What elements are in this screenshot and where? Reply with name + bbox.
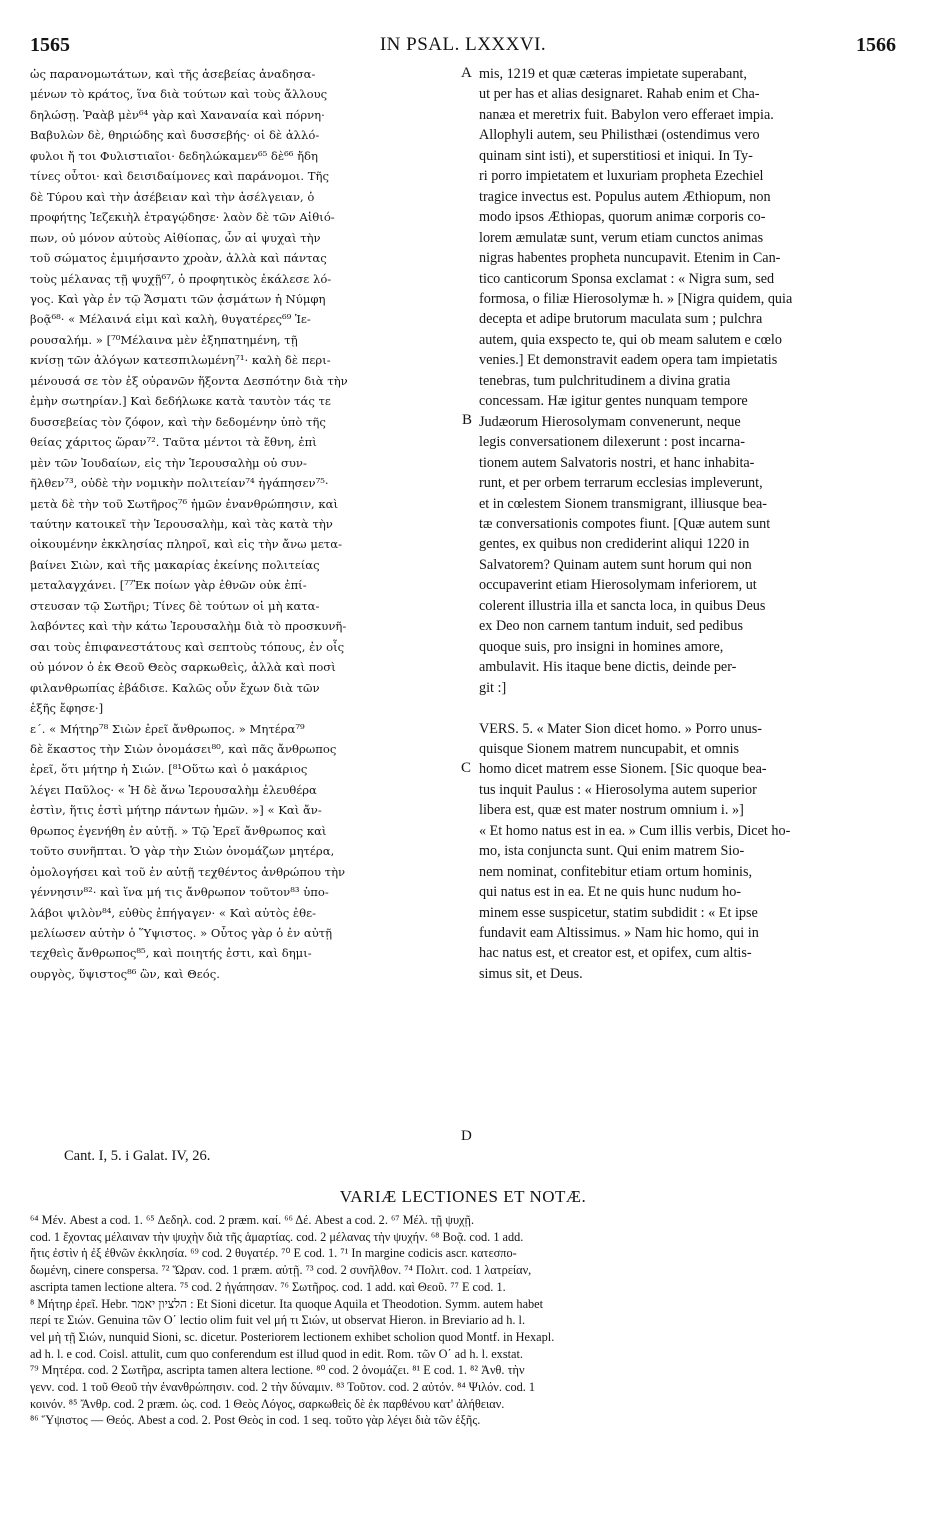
running-title: IN PSAL. LXXXVI. — [379, 34, 547, 55]
latin-column — [479, 64, 899, 984]
latin-line: gentes, ex quibus non crediderint aliqui 1220 in — [479, 536, 750, 553]
latin-line: simus sit, et Deus. — [479, 965, 583, 982]
latin-line: mo, ista conjuncta sunt. Qui enim matrem Sio- — [479, 843, 745, 860]
latin-line: tragice invectus est. Populus autem Æthiopum, non — [479, 188, 771, 205]
greek-line: ουργὸς, ὕψιστος⁸⁶ ὢν, καὶ Θεός. — [30, 966, 220, 981]
latin-line: VERS. 5. « Mater Sion dicet homo. » Porro unus- — [479, 720, 762, 737]
greek-line: δὲ Τύρου καὶ τὴν ἀσέβειαν καὶ τὴν ἀσέλγειαν, ὁ — [30, 189, 315, 204]
greek-line: φιλανθρωπίας ἐβάδισε. Καλῶς οὖν ἔχων διὰ τῶν — [30, 680, 320, 695]
greek-line: τεχθεὶς ἄνθρωπος⁸⁵, καὶ ποιητής ἐστι, καὶ δημι- — [30, 946, 312, 961]
latin-line: tenebras, tum pulchritudinem a divina gratia — [479, 372, 731, 389]
greek-line: τοῦτο συνῆπται. Ὁ γὰρ τὴν Σιὼν ὀνομάζων μητέρα, — [30, 844, 335, 859]
latin-line: et in cœlestem Sionem transmigrant, illiusque bea- — [479, 495, 768, 512]
greek-line: βαίνει Σιὼν, καὶ τῆς μακαρίας ἐκείνης πολιτείας — [30, 557, 320, 572]
greek-line: τοὺς μέλανας τῇ ψυχῇ⁶⁷, ὁ προφητικὸς ἐκάλεσε λό- — [30, 271, 332, 286]
greek-line: πων, οὐ μόνον αὐτοὺς Αἰθίοπας, ὧν αἱ ψυχαὶ τὴν — [30, 230, 321, 245]
greek-line: μένων τὸ κράτος, ἵνα διὰ τούτων καὶ τοὺς ἄλλους — [30, 87, 328, 102]
note-line: ⁸⁶ Ὕψιστος — Θεός. Abest a cod. 2. Post Θεὸς in cod. 1 seq. τοῦτο γὰρ λέγει διὰ τῶν ἑξῆς. — [30, 1413, 481, 1428]
latin-line: tionem autem Salvatoris nostri, et hanc inhabita- — [479, 454, 755, 471]
greek-line: μεταλαγχάνει. [⁷⁷Ἐκ ποίων γὰρ ἐθνῶν οὐκ ἐπί- — [30, 578, 307, 593]
latin-line: occupaverint etiam Hierosolymam inferiorem, ut — [479, 577, 757, 594]
latin-line: minem esse suspicetur, statim subdidit : « Et ipse — [479, 904, 758, 921]
latin-line: homo dicet matrem esse Sionem. [Sic quoque bea- — [479, 761, 767, 778]
latin-line: quoque suis, pro insigni in homines amore, — [479, 638, 724, 655]
greek-line: οὐ μόνον ὁ ἐκ Θεοῦ Θεὸς σαρκωθεὶς, ἀλλὰ καὶ ποσὶ — [30, 660, 336, 675]
note-line: ἥτις ἐστὶν ἡ ἐξ ἐθνῶν ἐκκλησία. ⁶⁹ cod. 2 θυγατέρ. ⁷⁰ E cod. 1. ⁷¹ In margine codicis ascr. κατεσπο- — [30, 1246, 517, 1261]
latin-line: lorem æmulatæ sunt, verum etiam cunctos animas — [479, 229, 764, 246]
latin-line: modo ipsos Æthiopas, quorum animæ corporis co- — [479, 209, 766, 226]
latin-line: tus inquit Paulus : « Hierosolyma autem superior — [479, 781, 757, 798]
notes-title: VARIÆ LECTIONES ET NOTÆ. — [339, 1187, 587, 1206]
greek-line: λάβοι ψιλὸν⁸⁴, εὐθὺς ἐπήγαγεν· « Καὶ αὐτὸς ἐθε- — [30, 905, 317, 920]
greek-line: ἑξῆς ἔφησε·] — [30, 701, 104, 716]
note-line: δωμένη, cinere conspersa. ⁷² Ὥραν. cod. 1 præm. αὐτῇ. ⁷³ cod. 2 συνῆλθον. ⁷⁴ Πολιτ. cod. 1 λατρείαν, — [30, 1263, 532, 1278]
margin-marker-a: A — [461, 65, 472, 81]
latin-line: runt, et per orbem terrarum ecclesias impleverunt, — [479, 475, 763, 492]
greek-line: προφήτης Ἰεζεκιὴλ ἐτραγῴδησε· λαὸν δὲ τῶν Αἰθιό- — [30, 210, 335, 225]
greek-line: μὲν τῶν Ἰουδαίων, εἰς τὴν Ἱερουσαλὴμ οὐ συν- — [30, 455, 307, 470]
greek-line: φυλοι ἤ τοι Φυλιστιαῖοι· δεδηλώκαμεν⁶⁵ δὲ⁶⁶ ἤδη — [30, 148, 318, 163]
greek-line: σαι τοὺς ἐπιφανεστάτους καὶ σεπτοὺς τόπους, ἐν οἷς — [30, 639, 345, 654]
latin-line: « Et homo natus est in ea. » Cum illis verbis, Dicet ho- — [479, 822, 791, 839]
latin-line: Judæorum Hierosolymam convenerunt, neque — [479, 413, 741, 430]
latin-line: venies.] Et demonstravit eadem opera tam impietatis — [479, 352, 778, 369]
greek-line: οἰκουμένην ἐκκλησίας πληροῖ, καὶ εἰς τὴν ἄνω μετα- — [30, 537, 343, 552]
running-header — [30, 34, 896, 60]
greek-line: δὲ ἕκαστος τὴν Σιὼν ὀνομάσει⁸⁰, καὶ πᾶς ἄνθρωπος — [30, 741, 337, 756]
greek-column — [30, 64, 458, 984]
latin-line: concessam. Hæ igitur gentes nunquam tempore — [479, 393, 748, 410]
note-line: περί τε Σιών. Genuina τῶν Ο΄ lectio olim fuit vel μή τι Σιών, ut observat Hieron. in Breviario ad h. l. — [30, 1313, 526, 1328]
latin-line: Salvatorem? Quinam autem sunt horum qui non — [479, 556, 752, 573]
note-line: γενν. cod. 1 τοῦ Θεοῦ τὴν ἐνανθρώπησιν. cod. 2 τὴν δύναμιν. ⁸³ Τοῦτον. cod. 2 αὐτόν. ⁸⁴ Ψιλόν. cod. 1 — [30, 1380, 536, 1395]
latin-line: qui natus est in ea. Et ne quis hunc nudum ho- — [479, 884, 742, 901]
latin-line: ut per has et alias designaret. Rahab enim et Cha- — [479, 86, 760, 103]
latin-line: ex Deo non carnem tantum induit, sed pedibus — [479, 618, 743, 635]
greek-line: ἐμὴν σωτηρίαν.] Καὶ δεδήλωκε κατὰ ταυτὸν τάς τε — [30, 394, 331, 409]
margin-marker-c: C — [461, 760, 472, 776]
note-line: vel μὴ τῇ Σιών, nunquid Sioni, sc. dicetur. Posteriorem lectionem exhibet scholion quod Montf. in Hexapl. — [30, 1329, 555, 1344]
latin-line: tico canticorum Sponsa exclamat : « Nigra sum, sed — [479, 270, 775, 287]
latin-line: fundavit eam Altissimus. » Nam hic homo, qui in — [479, 925, 759, 942]
latin-line: Allophyli autem, seu Philisthæi (ostendimus vero — [479, 127, 760, 144]
latin-line: decepta et adipe brutorum maculata sum ; pulchra — [479, 311, 763, 328]
note-line: κοινόν. ⁸⁵ Ἄνθρ. cod. 2 præm. ὡς. cod. 1 Θεὸς Λόγος, σαρκωθεὶς δὲ ἐκ παρθένου κατ' ἀλήθειαν. — [30, 1396, 505, 1411]
latin-line: quinam sint isti), et superstitiosi et iniqui. In Ty- — [479, 147, 753, 164]
greek-line: ταύτην κατοικεῖ τὴν Ἱερουσαλὴμ, καὶ τὰς κατὰ τὴν — [30, 516, 333, 531]
right-page-number: 1566 — [856, 34, 896, 56]
margin-marker-b: B — [462, 412, 473, 428]
latin-line: quisque Sionem matrem nuncupabit, et omnis — [479, 740, 740, 757]
latin-line: mis, 1219 et quæ cæteras impietate superabant, — [479, 66, 747, 82]
greek-line: ἐρεῖ, ὅτι μήτηρ ἡ Σιών. [⁸¹Οὕτω καὶ ὁ μακάριος — [30, 762, 308, 777]
greek-line: ὡς παρανομωτάτων, καὶ τῆς ἀσεβείας ἀναδησα- — [30, 67, 316, 81]
latin-line: autem, quia exspecto te, qui ob meam salutem e cœlo — [479, 331, 782, 348]
note-line: ⁶⁴ Μέν. Abest a cod. 1. ⁶⁵ Δεδηλ. cod. 2 præm. καί. ⁶⁶ Δέ. Abest a cod. 2. ⁶⁷ Μέλ. τῇ ψυχῇ. — [30, 1213, 475, 1227]
notes-block — [30, 1212, 900, 1429]
greek-line: γέννησιν⁸²· καὶ ἵνα μή τις ἄνθρωπον τοῦτον⁸³ ὑπο- — [30, 885, 329, 900]
latin-line: libera est, quæ est mater nostrum omnium i. »] — [479, 802, 744, 819]
latin-line: ambulavit. His itaque bene dictis, deinde per- — [479, 659, 737, 676]
greek-line: μένουσά σε τὸν ἐξ οὐρανῶν ἥξοντα Δεσπότην διὰ τὴν — [30, 373, 348, 388]
note-line: cod. 1 ἔχοντας μέλαιναν τὴν ψυχὴν διὰ τῆς ἁμαρτίας. cod. 2 μέλανας τὴν ψυχήν. ⁶⁸ Βοᾷ. cod. 1 add. — [30, 1229, 524, 1244]
greek-line: μελίωσεν αὐτὴν ὁ Ὕψιστος. » Οὗτος γὰρ ὁ ἐν αὐτῇ — [30, 926, 333, 941]
greek-line: δηλώσῃ. Ῥαὰβ μὲν⁶⁴ γὰρ καὶ Χαναναία καὶ πόρνη· — [30, 107, 325, 122]
left-page-number: 1565 — [30, 34, 70, 56]
latin-line: git :] — [479, 679, 507, 696]
greek-line: ρουσαλήμ. » [⁷⁰Μέλαινα μὲν ἐξηπατημένη, τῇ — [30, 332, 298, 347]
greek-line: Βαβυλὼν δὲ, θηριώδης καὶ δυσσεβής· οἱ δὲ ἀλλό- — [30, 128, 320, 143]
greek-line: βοᾷ⁶⁸· « Μέλαινά εἰμι καὶ καλὴ, θυγατέρες⁶⁹ Ἱε- — [30, 312, 311, 327]
greek-line: τίνες οὗτοι· καὶ δεισιδαίμονες καὶ παράνομοι. Τῆς — [30, 169, 329, 184]
latin-line: nanæa et meretrix fuit. Babylon vero efferaet impia. — [479, 106, 774, 123]
latin-line: formosa, o filiæ Hierosolymæ h. » [Nigra quidem, quia — [479, 290, 793, 307]
latin-line: nem nominat, confitebitur etiam ortum hominis, — [479, 863, 753, 880]
greek-line: ὁμολογήσει καὶ τοῦ ἐν αὐτῇ τεχθέντος ἀνθρώπου τὴν — [30, 864, 346, 879]
greek-line: ε΄. « Μήτηρ⁷⁸ Σιὼν ἐρεῖ ἄνθρωπος. » Μητέρα⁷⁹ — [30, 721, 305, 736]
greek-line: ῆλθεν⁷³, οὐδὲ τὴν νομικὴν πολιτείαν⁷⁴ ἠγάπησεν⁷⁵· — [30, 476, 329, 491]
greek-line: στευσαν τῷ Σωτῆρι; Τίνες δὲ τούτων οἱ μὴ κατα- — [30, 598, 320, 613]
note-line: ⁸ Μήτηρ ἐρεῖ. Hebr. הלציון יאמר : Et Sioni dicetur. Ita quoque Aquila et Theodotion. Symm. autem habet — [30, 1296, 544, 1311]
latin-line: legis conversationem dilexerunt : post incarna- — [479, 434, 745, 451]
greek-line: δυσσεβείας τὸν ζόφον, καὶ τὴν δεδομένην ὑπὸ τῆς — [30, 414, 326, 429]
latin-line: tæ conversationis compotes fiunt. [Quæ autem sunt — [479, 515, 771, 532]
note-line: ⁷⁹ Μητέρα. cod. 2 Σωτῆρα, ascripta tamen altera lectione. ⁸⁰ cod. 2 ὀνομάζει. ⁸¹ E cod. 1. ⁸² Ἀνθ. τὴν — [30, 1363, 525, 1378]
latin-line: nigras habentes propheta nuncupavit. Etenim in Can- — [479, 250, 781, 267]
greek-line: κνίσῃ τῶν ἀλόγων κατεσπιλωμένη⁷¹· καλὴ δὲ περι- — [30, 353, 331, 368]
greek-line: γος. Καὶ γὰρ ἐν τῷ Ἄσματι τῶν ᾀσμάτων ἡ Νύμφη — [30, 291, 326, 306]
latin-line: colerent illustria illa et sancta loca, in quibus Deus — [479, 597, 766, 614]
greek-line: λέγει Παῦλος· « Ἡ δὲ ἄνω Ἱερουσαλὴμ ἐλευθέρα — [30, 782, 317, 797]
margin-marker-d: D — [461, 1128, 472, 1144]
greek-line: τοῦ σώματος ἐμιμήσαντο χροὰν, ἀλλὰ καὶ πάντας — [30, 251, 327, 266]
latin-line — [479, 698, 899, 718]
greek-line: ἐστὶν, ἥτις ἐστὶ μήτηρ πάντων ἡμῶν. »] « Καὶ ἄν- — [30, 803, 322, 818]
latin-line: ri porro impietatem et luxuriam propheta Ezechiel — [479, 168, 764, 185]
note-line: ascripta tamen lectione altera. ⁷⁵ cod. 2 ἠγάπησαν. ⁷⁶ Σωτῆρος. cod. 1 add. καὶ Θεοῦ. ⁷⁷ E cod. 1. — [30, 1279, 506, 1294]
greek-line: λαβόντες καὶ τὴν κάτω Ἱερουσαλὴμ διὰ τὸ προσκυνῆ- — [30, 619, 347, 634]
greek-line: θρωπος ἐγενήθη ἐν αὐτῇ. » Τῷ Ἐρεῖ ἄνθρωπος καὶ — [30, 823, 327, 838]
note-line: ad h. l. e cod. Coisl. attulit, cum quo conferendum est illud quod in edit. Rom. τῶν Ο΄ ad h. l. exstat. — [30, 1346, 523, 1361]
greek-line: μετὰ δὲ τὴν τοῦ Σωτῆρος⁷⁶ ἡμῶν ἐνανθρώπησιν, καὶ — [30, 496, 338, 511]
greek-line: θείας χάριτος ὥραν⁷². Ταῦτα μέντοι τὰ ἔθνη, ἐπὶ — [30, 435, 317, 450]
scripture-references: Cant. I, 5. i Galat. IV, 26. — [64, 1148, 211, 1164]
latin-line: hac natus est, et creator est, et opifex, cum altis- — [479, 945, 752, 962]
